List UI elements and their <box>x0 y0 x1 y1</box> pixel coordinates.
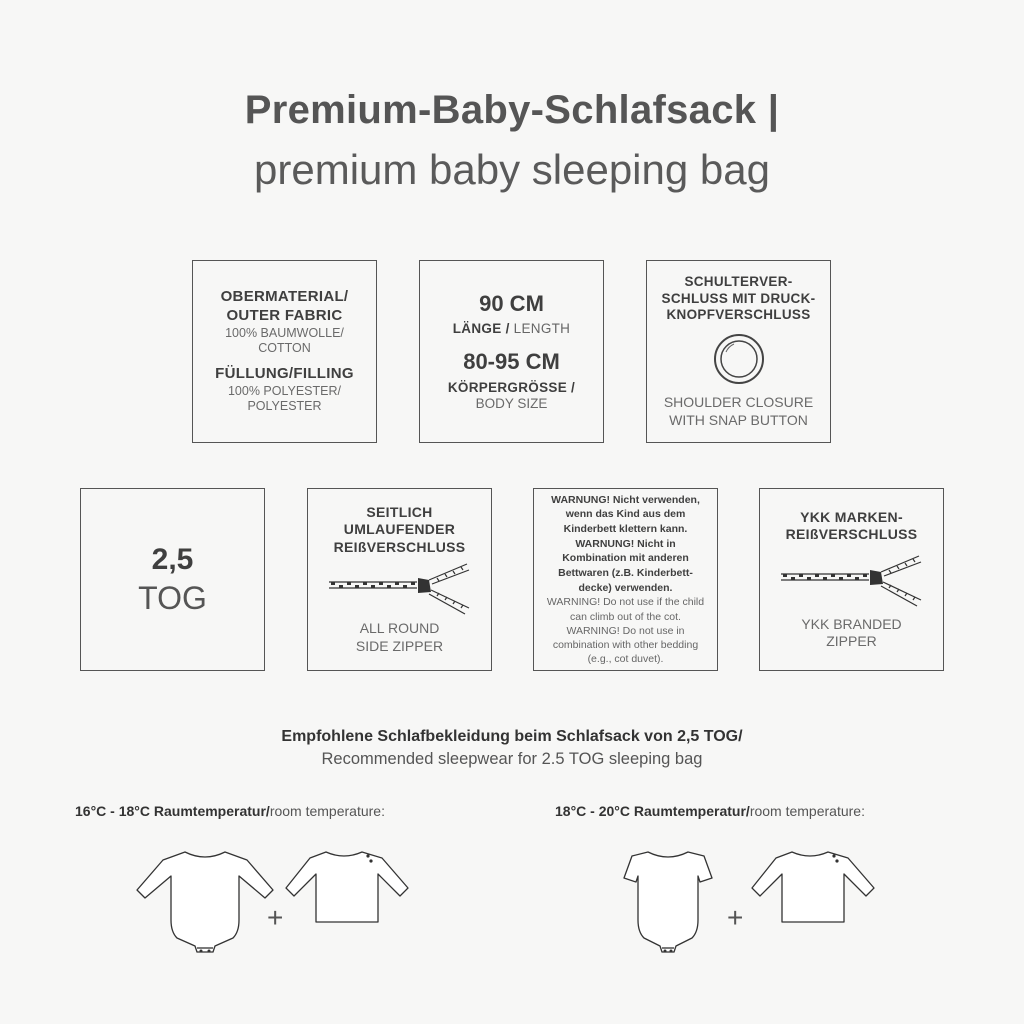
side-zipper-heading-3: REIßVERSCHLUSS <box>333 538 466 555</box>
warning-box <box>533 488 718 671</box>
side-zipper-heading-2: UMLAUFENDER <box>343 521 456 538</box>
body-size-label-de: KÖRPERGRÖSSE / <box>447 379 576 395</box>
zipper-icon <box>325 560 475 616</box>
ykk-sub-2: ZIPPER <box>826 633 877 649</box>
ykk-heading-2: REIßVERSCHLUSS <box>785 526 918 542</box>
ykk-sub-1: YKK BRANDED <box>801 615 902 632</box>
length-label-de: LÄNGE / <box>452 321 510 337</box>
long-sleeve-shirt-icon <box>282 848 412 926</box>
temperature-1-de: 16°C - 18°C Raumtemperatur/ <box>75 803 270 819</box>
tog-value: 2,5 <box>151 542 194 576</box>
shoulder-sub-2: WITH SNAP BUTTON <box>669 411 808 428</box>
plus-sign-1: + <box>267 902 284 933</box>
long-sleeve-bodysuit-icon <box>135 848 275 960</box>
body-size-label-en: BODY SIZE <box>475 396 548 412</box>
warning-de-1: WARNUNG! Nicht verwenden, <box>551 493 700 506</box>
warning-de-6: Bettwaren (z.B. Kinderbett- <box>558 567 693 580</box>
warning-en-3: WARNING! Do not use in <box>566 624 685 637</box>
shoulder-heading-3: KNOPFVERSCHLUSS <box>666 307 811 323</box>
warning-de-3: Kinderbett klettern kann. <box>563 523 688 536</box>
temperature-label-2 <box>555 803 865 819</box>
side-zipper-sub-2: SIDE ZIPPER <box>355 637 444 654</box>
length-label <box>453 321 570 338</box>
plus-sign-2: + <box>727 902 744 933</box>
material-heading-2: OUTER FABRIC <box>226 306 343 324</box>
snap-button-icon <box>712 332 766 386</box>
temperature-2-de: 18°C - 20°C Raumtemperatur/ <box>555 803 750 819</box>
warning-en-2: can climb out of the cot. <box>570 610 681 623</box>
warning-en-4: combination with other bedding <box>552 638 699 651</box>
ykk-heading-1: YKK MARKEN- <box>800 508 903 525</box>
filling-heading: FÜLLUNG/FILLING <box>215 364 354 382</box>
side-zipper-heading-1: SEITLICH <box>366 503 433 520</box>
material-sub-2: COTTON <box>258 341 311 356</box>
filling-sub-2: POLYESTER <box>247 399 322 414</box>
shoulder-heading-1: SCHULTERVER- <box>684 273 793 289</box>
temperature-2-en: room temperature: <box>749 803 865 819</box>
warning-de-4: WARNUNG! Nicht in <box>575 537 676 550</box>
material-heading-1: OBERMATERIAL/ <box>220 288 349 306</box>
body-size-value: 80-95 CM <box>463 349 560 375</box>
temperature-label-1 <box>75 803 385 819</box>
long-sleeve-shirt-icon <box>748 848 878 926</box>
zipper-icon <box>777 552 927 608</box>
side-zipper-box <box>307 488 492 671</box>
size-box <box>419 260 604 443</box>
length-value: 90 CM <box>479 290 544 316</box>
recommendation-subtitle: Recommended sleepwear for 2.5 TOG sleeping bag <box>321 750 703 768</box>
tog-box <box>80 488 265 671</box>
short-sleeve-bodysuit-icon <box>622 848 714 960</box>
shoulder-heading-2: SCHLUSS MIT DRUCK- <box>661 290 816 306</box>
material-sub-1: 100% BAUMWOLLE/ <box>225 325 344 340</box>
warning-de-7: decke) verwenden. <box>578 581 673 594</box>
warning-de-2: wenn das Kind aus dem <box>565 508 686 521</box>
filling-sub-1: 100% POLYESTER/ <box>227 383 341 398</box>
temperature-1-en: room temperature: <box>269 803 385 819</box>
side-zipper-sub-1: ALL ROUND <box>359 620 440 637</box>
warning-en-1: WARNING! Do not use if the child <box>546 596 705 609</box>
ykk-zipper-box <box>759 488 944 671</box>
shoulder-closure-box <box>646 260 831 443</box>
recommendation-title: Empfohlene Schlafbekleidung beim Schlafsack von 2,5 TOG/ <box>281 728 743 745</box>
page-subtitle: premium baby sleeping bag <box>254 146 770 193</box>
warning-en-5: (e.g., cot duvet). <box>587 653 664 666</box>
page-title: Premium-Baby-Schlafsack | <box>244 88 780 132</box>
tog-unit: TOG <box>138 580 207 617</box>
material-box <box>192 260 377 443</box>
shoulder-sub-1: SHOULDER CLOSURE <box>663 394 814 411</box>
length-label-en: LENGTH <box>509 321 571 337</box>
warning-de-5: Kombination mit anderen <box>562 552 689 565</box>
